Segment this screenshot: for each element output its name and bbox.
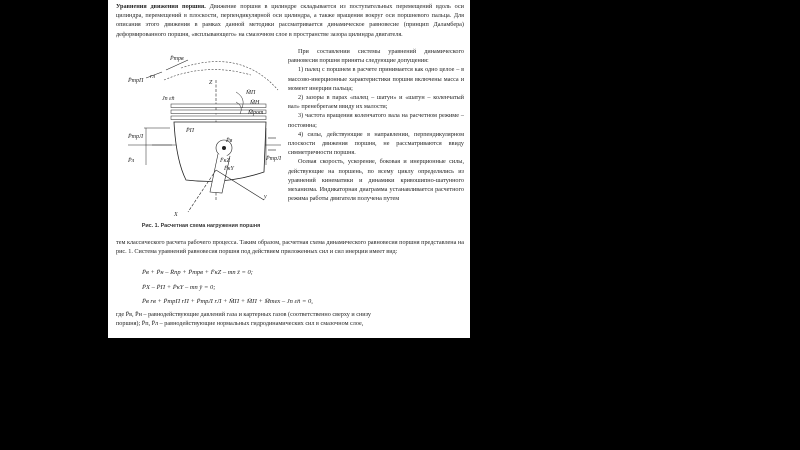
kinematics-paragraph: Осевая скорость, ускорение, боковая и инерционные силы, действующие на поршень, по всему циклу определялись из уравнений кинематики и динамики кривошипно-шатунного механизма. Индикаторная диаграмма устанавливается расчетного режима работы двигателя получена путем bbox=[288, 158, 464, 203]
assumption-1: 1) палец с поршнем в расчете принимается как одно целое – в массово-инерционные характеристики поршня включены масса и момент инерции пальца; bbox=[288, 66, 464, 92]
label-jp: Jп ε̈п bbox=[162, 96, 175, 102]
intro-text: Движение поршня в цилиндре складывается из поступательных перемещений вдоль оси цилиндра, перемещений в плоскости, перпендикулярной оси цилиндра, а также вращения вокруг оси поршневого пальца. Для описания этого движения в рамках данной методики рассматривается динамическое равновесие (принцип Даламбера) деформированного поршня, «всплывающего» на смазочном слое в пространстве зазора цилиндра двигателя. bbox=[116, 3, 464, 38]
label-mrot: M̄рот bbox=[248, 110, 264, 116]
assumption-2: 2) зазоры в парах «палец – шатун» и «шатун – коленчатый вал» пренебрегаем ввиду их малости; bbox=[288, 94, 464, 111]
right-column bbox=[288, 47, 464, 203]
assumption-3: 3) частота вращения коленчатого вала на расчетном режиме – постоянна; bbox=[288, 112, 464, 129]
equation-2: P̄X – P̄П + P̄кY – mп ÿ = 0; bbox=[142, 284, 216, 291]
label-mp: M̄П bbox=[246, 90, 256, 96]
label-ptrl2: P̄трЛ bbox=[266, 156, 281, 162]
label-pv: P̄в bbox=[226, 138, 233, 144]
label-ptrv: P̄трв bbox=[170, 56, 184, 62]
definition-line-1: где P̄в, P̄н – равнодействующие давлений газа и картерных газов (соответственно сверху и снизу bbox=[116, 311, 371, 318]
document-page bbox=[108, 0, 470, 338]
label-ptrp: P̄трП bbox=[128, 78, 144, 84]
label-z: Z bbox=[209, 80, 213, 86]
label-pl: P̄л bbox=[128, 158, 135, 164]
intro-paragraph bbox=[116, 2, 464, 39]
label-mn: M̄Н bbox=[250, 100, 260, 106]
label-rl: rл bbox=[150, 74, 155, 80]
assumption-4: 4) силы, действующие в направлении, перпендикулярном плоскости движения поршня, не рассматриваются ввиду симметричности поршня. bbox=[288, 130, 464, 157]
label-y: y bbox=[264, 194, 267, 200]
definition-line-2: поршня); P̄п, P̄л – равнодействующие нормальных гидродинамических сил в смазочном слое, bbox=[116, 320, 364, 328]
label-fky: F̄кY bbox=[224, 166, 234, 172]
assumptions-intro: При составлении системы уравнений динамического равновесия поршня приняты следующие допущения: bbox=[288, 48, 464, 65]
equation-1: P̄в + P̄н – R̄пр + P̄трв + F̄кZ – mп z̈ = 0; bbox=[142, 269, 253, 276]
equation-3: P̄в rв + P̄трП rП + P̄трЛ rЛ + M̄П + M̄П + M̄тех – Jп ε̈п = 0, bbox=[142, 298, 313, 305]
section-heading: Уравнения движения поршня. bbox=[116, 3, 206, 10]
label-fkz: F̄кZ bbox=[220, 158, 230, 164]
label-x: X bbox=[174, 212, 178, 218]
label-ptrl: P̄трЛ bbox=[128, 134, 144, 140]
definitions bbox=[116, 310, 464, 328]
figure-caption: Рис. 1. Расчетная схема нагружения поршня bbox=[141, 223, 261, 229]
lower-text: тем классического расчета рабочего процесса. Таким образом, расчетная схема динамического равновесия поршня представлена на рис. 1. Система уравнений равновесия поршня под действием приложенных сил и сил инерции имеет вид: bbox=[116, 239, 464, 256]
label-pp: P̄П bbox=[186, 128, 194, 134]
piston-load-diagram bbox=[126, 50, 281, 218]
lower-paragraph bbox=[116, 238, 464, 256]
